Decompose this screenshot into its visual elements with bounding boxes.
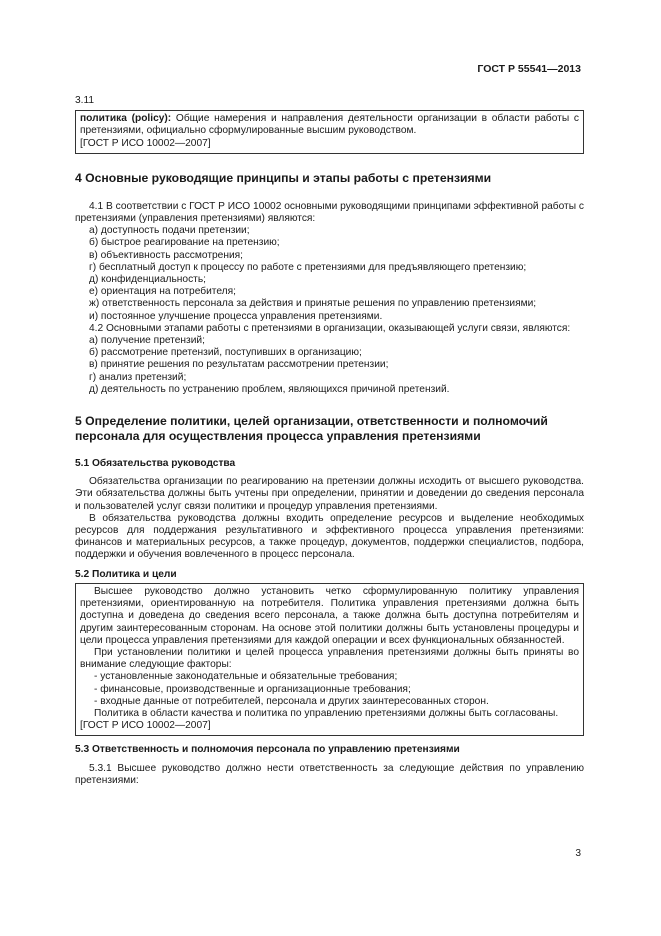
policy-box — [75, 583, 584, 736]
document-body — [75, 95, 584, 787]
policy-reference: [ГОСТ Р ИСО 10002—2007] — [80, 720, 211, 732]
subsection-5-1-title: 5.1 Обязательства руководства — [75, 458, 236, 470]
list-item: г) анализ претензий; — [89, 371, 187, 383]
definition-number: 3.11 — [75, 95, 95, 106]
list-item: а) получение претензий; — [89, 335, 205, 347]
list-item: г) бесплатный доступ к процессу по работе с претензиями для предъявляющего претензию; — [89, 261, 527, 273]
clause-4-1: 4.1 В соответствии с ГОСТ Р ИСО 10002 основными руководящими принципами эффективной работы с претензиями (управления претензиями) являются: — [75, 200, 584, 225]
list-item: б) быстрое реагирование на претензию; — [89, 237, 280, 249]
list-item: а) доступность подачи претензии; — [89, 225, 250, 237]
definition-text — [80, 113, 579, 137]
list-item: - входные данные от потребителей, персонала и других заинтересованных сторон. — [94, 695, 489, 707]
clause-5-1-p1: Обязательства организации по реагированию на претензии должны исходить от высшего руководства. Эти обязательства должны быть учтены при определении, принятии и доведении до сведения персонала и пользователей услуг связи политики и процедур управления претензиями. — [75, 476, 584, 512]
list-item: и) постоянное улучшение процесса управления претензиями. — [89, 310, 383, 322]
clause-4-2: 4.2 Основными этапами работы с претензиями в организации, оказывающей услуги связи, являются: — [89, 322, 571, 334]
document-id: ГОСТ Р 55541—2013 — [477, 63, 581, 75]
page-number: 3 — [575, 848, 581, 859]
clause-5-2-p3: Политика в области качества и политика по управлению претензиями должны быть согласованы. — [94, 707, 559, 719]
list-item: д) деятельность по устранению проблем, являющихся причиной претензий. — [89, 383, 450, 395]
definition-body: Общие намерения и направления деятельности организации в области работы с претензиями, официально сформулированные высшим руководством. — [80, 113, 579, 137]
list-item: - финансовые, производственные и организационные требования; — [94, 683, 411, 695]
clause-5-2-p2: При установлении политики и целей процесса управления претензиями должны быть приняты во внимание следующие факторы: — [80, 646, 579, 671]
definition-term: политика (policy): — [80, 113, 172, 125]
section-4-title: 4 Основные руководящие принципы и этапы работы с претензиями — [75, 170, 492, 185]
subsection-5-3-title: 5.3 Ответственность и полномочия персонала по управлению претензиями — [75, 744, 460, 756]
clause-5-2-p1: Высшее руководство должно установить четко сформулированную политику управления претензиями, ориентированную на потребителя. Политика управления претензиями должна быть доступна и доведена до сведения всего персонала, а также должна быть доступна потребителям и другим заинтересованным сторонам. На основе этой политики должны быть установлены процедуры и цели процесса управления претензиями для каждой операции и всех функциональных обязанностей. — [80, 585, 579, 646]
definition-reference: [ГОСТ Р ИСО 10002—2007] — [80, 137, 211, 149]
list-item: ж) ответственность персонала за действия и принятые решения по управлению претензиями; — [89, 298, 537, 310]
list-item: в) принятие решения по результатам рассмотрении претензии; — [89, 359, 389, 371]
subsection-5-2-title: 5.2 Политика и цели — [75, 568, 177, 580]
stages-list — [75, 335, 584, 396]
clause-5-1-p2: В обязательства руководства должны входить определение ресурсов и выделение необходимых ресурсов для поддержания результативного и эффективного процесса управления претензиями: финансов и материальных ресурсов, а также процедур, документов, поддержки специалистов, подбора, поддержки и обучения вовлеченного в процесс персонала. — [75, 512, 584, 561]
list-item: е) ориентация на потребителя; — [89, 286, 236, 298]
clause-5-3-1: 5.3.1 Высшее руководство должно нести ответственность за следующие действия по управлению претензиями: — [75, 762, 584, 786]
list-item: б) рассмотрение претензий, поступивших в организацию; — [89, 347, 362, 359]
list-item: д) конфиденциальность; — [89, 274, 206, 286]
list-item: - установленные законодательные и обязательные требования; — [94, 671, 398, 683]
list-item: в) объективность рассмотрения; — [89, 249, 243, 261]
section-5-title: 5 Определение политики, целей организации, ответственности и полномочий персонала для осуществления процесса управления претензиями — [75, 414, 548, 444]
definition-box — [75, 110, 584, 154]
principles-list — [75, 225, 584, 323]
